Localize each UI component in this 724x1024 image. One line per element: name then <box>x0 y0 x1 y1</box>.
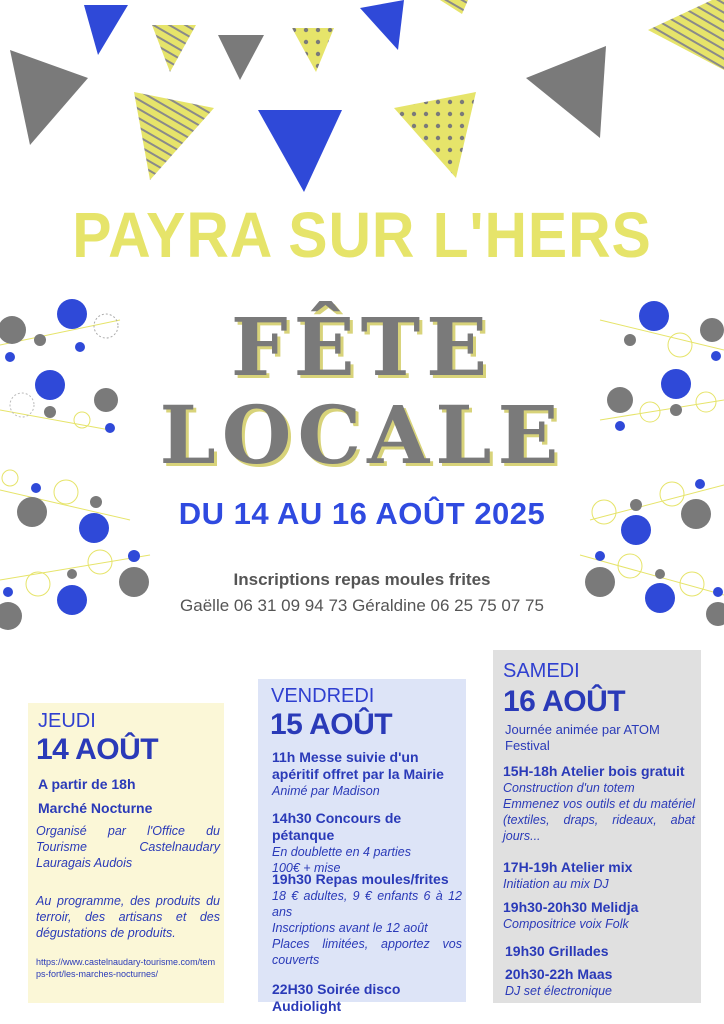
saturday-event-3 <box>503 899 695 932</box>
town-title: PAYRA SUR L'HERS <box>72 199 652 271</box>
thursday-day: JEUDI <box>38 710 96 732</box>
saturday-event-5-title: 20h30-22h Maas <box>505 966 613 982</box>
saturday-event-4-title: 19h30 Grillades <box>505 943 609 959</box>
thursday-event: Marché Nocturne <box>38 800 153 816</box>
friday-event-3-detail-1: 18 € adultes, 9 € enfants 6 à 12 ans <box>272 889 462 919</box>
friday-event-1-detail: Animé par Madison <box>272 784 380 798</box>
friday-box <box>258 679 466 1014</box>
saturday-event-3-title: 19h30-20h30 Melidja <box>503 899 639 915</box>
saturday-event-3-detail: Compositrice voix Folk <box>503 917 629 931</box>
saturday-event-2 <box>503 859 695 892</box>
saturday-event-2-detail: Initiation au mix DJ <box>503 877 609 891</box>
thursday-box <box>28 703 224 1003</box>
friday-date: 15 AOÛT <box>270 708 393 741</box>
saturday-event-1-detail-2: Emmenez vos outils et du matériel (textiles, draps, rideaux, abat jours... <box>503 797 695 843</box>
thursday-program: Au programme, des produits du terroir, des artisans et des dégustations de produits. <box>36 894 220 940</box>
friday-event-3-title: 19h30 Repas moules/frites <box>272 871 449 887</box>
inscriptions-title: Inscriptions repas moules frites <box>233 570 491 589</box>
friday-event-2-title: 14h30 Concours de pétanque <box>272 810 402 843</box>
saturday-event-1-detail-1: Construction d'un totem <box>503 781 635 795</box>
friday-event-2-detail-2: 100€ + mise <box>272 861 341 875</box>
saturday-date: 16 AOÛT <box>503 685 626 718</box>
thursday-url[interactable]: https://www.castelnaudary-tourisme.com/temps-fort/les-marches-nocturnes/ <box>36 957 216 979</box>
friday-event-4-title: 22H30 Soirée disco Audiolight <box>272 981 401 1014</box>
inscriptions-contacts: Gaëlle 06 31 09 94 73 Géraldine 06 25 75 07 75 <box>180 596 544 615</box>
friday-event-3-detail-3: Places limitées, apportez vos couverts <box>272 937 462 967</box>
saturday-event-5 <box>505 966 695 999</box>
title-locale: LOCALE <box>159 388 565 482</box>
saturday-event-2-title: 17H-19h Atelier mix <box>503 859 633 875</box>
saturday-event-1-title: 15H-18h Atelier bois gratuit <box>503 763 685 779</box>
thursday-time: A partir de 18h <box>38 776 136 792</box>
saturday-intro: Journée animée par ATOM Festival <box>505 722 660 753</box>
saturday-event-1 <box>503 763 695 844</box>
saturday-box <box>493 650 701 1003</box>
event-dates: DU 14 AU 16 AOÛT 2025 <box>178 496 546 531</box>
friday-event-3 <box>272 871 462 968</box>
title-fete: FÊTE <box>230 300 494 394</box>
friday-day: VENDREDI <box>271 685 375 707</box>
friday-event-1-title: 11h Messe suivie d'un apéritif offret par la Mairie <box>272 749 444 782</box>
bunting-flags <box>10 0 724 192</box>
friday-event-2 <box>272 810 462 876</box>
thursday-organizer: Organisé par l'Office du Tourisme Castelnaudary Lauragais Audois <box>36 824 220 870</box>
friday-event-3-detail-2: Inscriptions avant le 12 août <box>272 921 428 935</box>
friday-event-2-detail-1: En doublette en 4 parties <box>272 845 411 859</box>
thursday-date: 14 AOÛT <box>36 733 159 766</box>
friday-event-1 <box>272 749 462 799</box>
saturday-event-5-detail: DJ set électronique <box>505 984 613 998</box>
saturday-day: SAMEDI <box>503 660 580 682</box>
